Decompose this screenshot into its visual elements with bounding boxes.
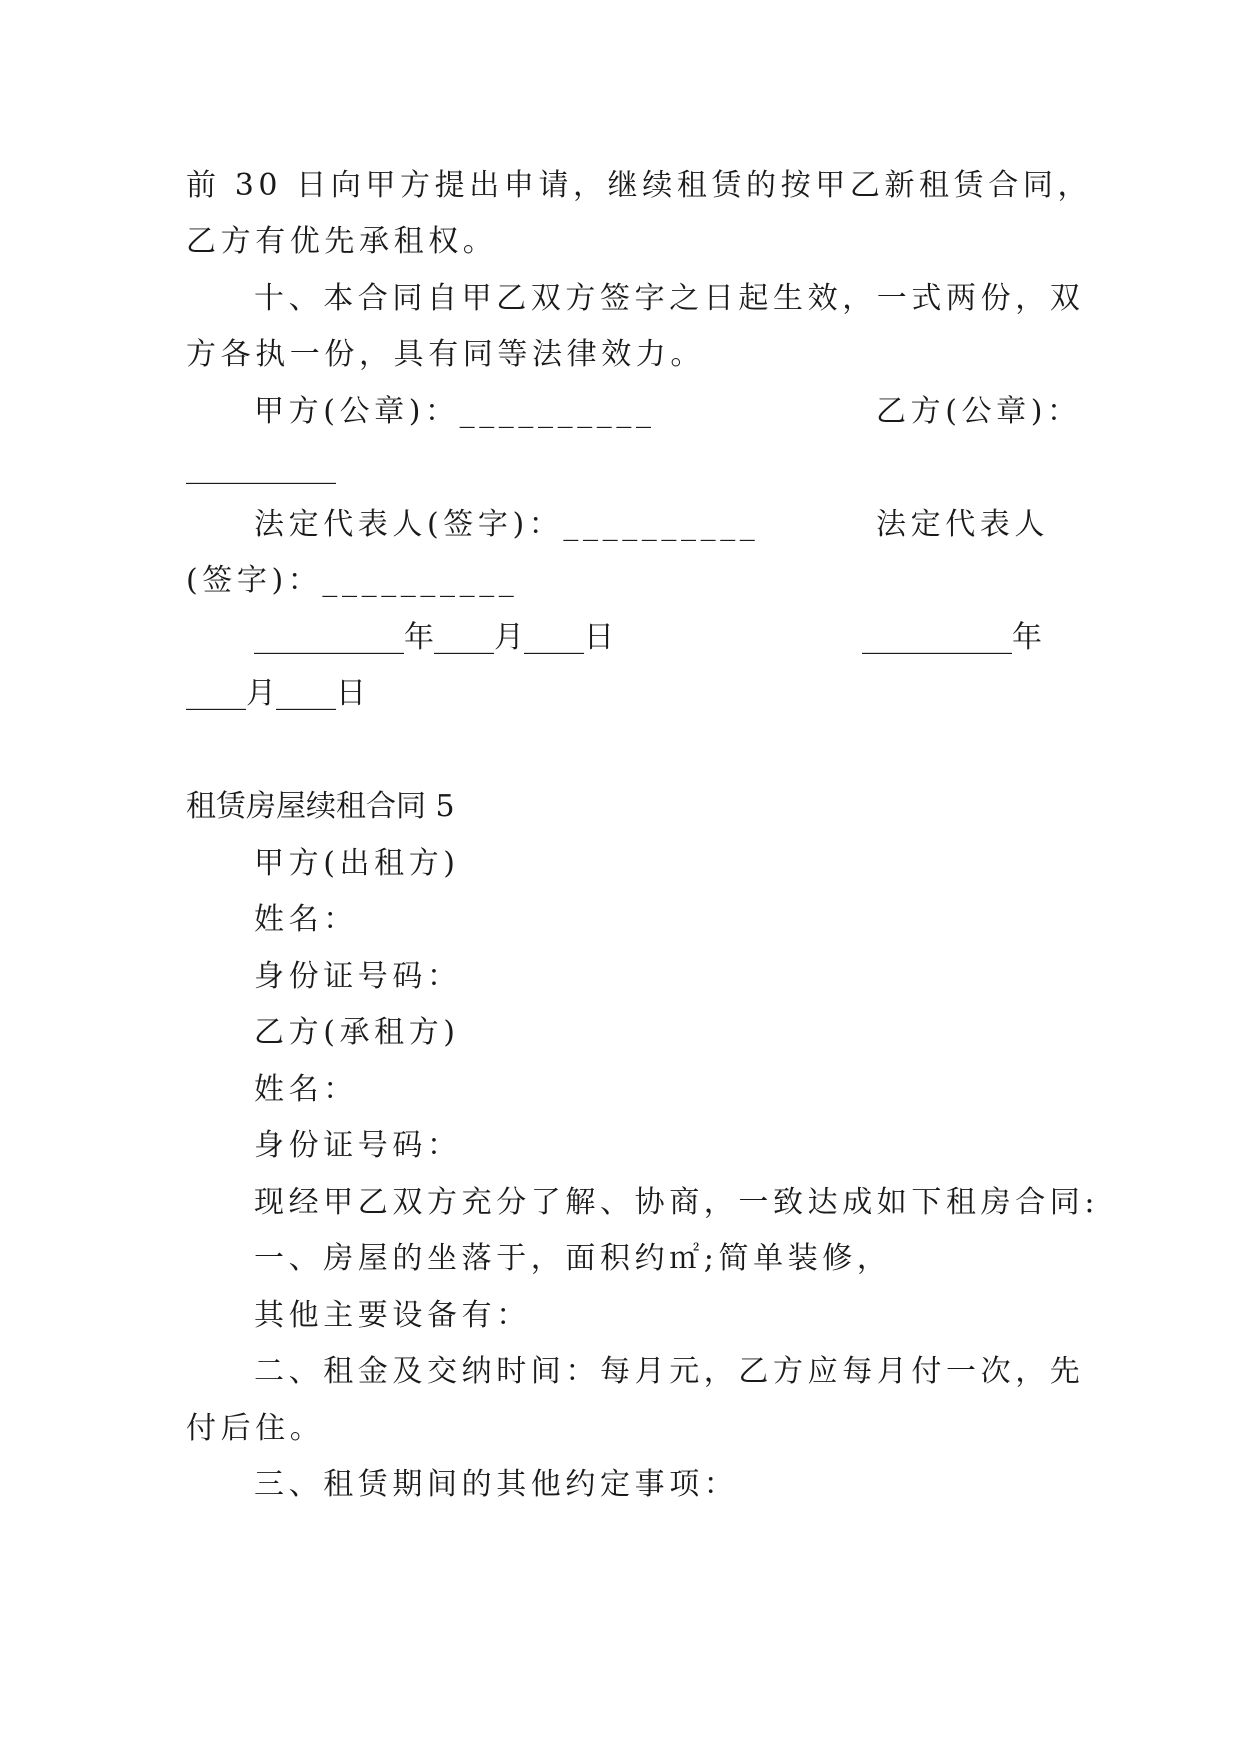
- clause-one-equipment: 其他主要设备有：: [254, 1298, 531, 1333]
- party-a-id-field: 身份证号码：: [254, 959, 462, 994]
- contract-intro: 现经甲乙双方充分了解、协商，一致达成如下租房合同:: [254, 1185, 1100, 1220]
- party-b-rep-label: 法定代表人: [876, 507, 1049, 542]
- party-b-seal-label: 乙方(公章)：: [876, 394, 1082, 429]
- clause-ten-line: 方各执一份，具有同等法律效力。: [186, 337, 705, 372]
- clause-three: 三、租赁期间的其他约定事项：: [254, 1467, 739, 1502]
- party-a-rep-field: 法定代表人(签字)：__________: [254, 507, 760, 542]
- paragraph-line: 乙方有优先承租权。: [186, 224, 498, 259]
- paragraph-line: 前 30 日向甲方提出申请，继续租赁的按甲乙新租赁合同，: [186, 168, 1093, 203]
- party-a-name-field: 姓名：: [254, 902, 358, 937]
- party-a-date-field: __________年____月____日: [254, 620, 614, 655]
- party-b-date-field-cont: ____月____日: [186, 676, 366, 711]
- party-b-rep-field: (签字)：__________: [186, 563, 519, 598]
- party-b-heading: 乙方(承租方): [254, 1015, 460, 1050]
- clause-one: 一、房屋的坐落于，面积约㎡;简单装修，: [254, 1241, 892, 1276]
- party-b-seal-blank: __________: [186, 450, 336, 485]
- clause-ten-line: 十、本合同自甲乙双方签字之日起生效，一式两份，双: [254, 281, 1085, 316]
- party-a-heading: 甲方(出租方): [254, 846, 460, 881]
- party-b-date-field: __________年: [862, 620, 1042, 655]
- party-b-name-field: 姓名：: [254, 1072, 358, 1107]
- party-b-id-field: 身份证号码：: [254, 1128, 462, 1163]
- clause-two-line: 付后住。: [186, 1411, 325, 1446]
- clause-two-line: 二、租金及交纳时间：每月元，乙方应每月付一次，先: [254, 1354, 1085, 1389]
- party-a-seal-field: 甲方(公章)：__________: [254, 394, 656, 429]
- section-title: 租赁房屋续租合同 5: [186, 789, 455, 824]
